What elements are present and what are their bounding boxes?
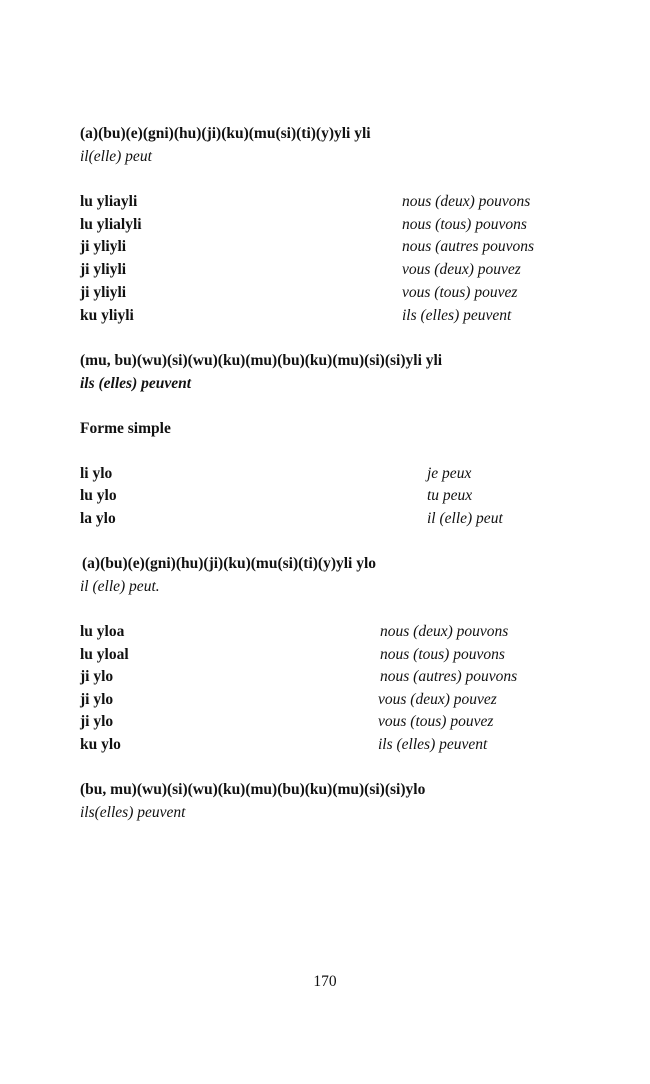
page-number: 170 <box>313 973 337 990</box>
form-text: lu yloa <box>80 623 125 640</box>
conjugation-row <box>80 215 580 237</box>
translation-text: tu peux <box>427 487 473 504</box>
conjugation-row <box>80 645 580 667</box>
conjugation-row <box>80 192 580 214</box>
section-gloss: il(elle) peut <box>80 148 152 165</box>
translation-text: nous (autres) pouvons <box>380 668 518 685</box>
section-gloss: ils(elles) peuvent <box>80 804 186 821</box>
form-text: ji ylo <box>80 691 114 708</box>
form-text: ji ylo <box>80 713 114 730</box>
section-heading: (a)(bu)(e)(gni)(hu)(ji)(ku)(mu(si)(ti)(y)yli yli <box>80 125 371 142</box>
section-heading: (a)(bu)(e)(gni)(hu)(ji)(ku)(mu(si)(ti)(y)yli ylo <box>82 555 377 572</box>
translation-text: je peux <box>427 465 472 482</box>
form-text: ku yliyli <box>80 307 134 324</box>
form-text: lu yloal <box>80 646 129 663</box>
translation-text: nous (deux) pouvons <box>380 623 509 640</box>
section-heading: (mu, bu)(wu)(si)(wu)(ku)(mu)(bu)(ku)(mu)(si)(si)yli yli <box>80 352 443 369</box>
form-text: ji yliyli <box>80 238 127 255</box>
translation-text: vous (tous) pouvez <box>378 713 494 730</box>
conjugation-row <box>80 486 580 508</box>
form-text: ku ylo <box>80 736 121 753</box>
translation-text: vous (tous) pouvez <box>402 284 518 301</box>
conjugation-row <box>80 712 580 734</box>
form-text: li ylo <box>80 465 113 482</box>
translation-text: nous (tous) pouvons <box>402 216 527 233</box>
translation-text: nous (deux) pouvons <box>402 193 531 210</box>
section-heading: (bu, mu)(wu)(si)(wu)(ku)(mu)(bu)(ku)(mu)(si)(si)ylo <box>80 781 426 798</box>
form-text: la ylo <box>80 510 116 527</box>
translation-text: ils (elles) peuvent <box>402 307 512 324</box>
conjugation-row <box>80 237 580 259</box>
conjugation-row <box>80 464 580 486</box>
conjugation-row <box>80 306 580 328</box>
form-text: lu ylo <box>80 487 117 504</box>
section-gloss: ils (elles) peuvent <box>80 375 192 392</box>
conjugation-row <box>80 509 580 531</box>
conjugation-row <box>80 690 580 712</box>
conjugation-row <box>80 260 580 282</box>
conjugation-row <box>80 283 580 305</box>
section-heading: Forme simple <box>80 420 171 437</box>
form-text: ji yliyli <box>80 284 127 301</box>
translation-text: nous (autres pouvons <box>402 238 535 255</box>
translation-text: ils (elles) peuvent <box>378 736 488 753</box>
translation-text: vous (deux) pouvez <box>378 691 497 708</box>
form-text: lu yliayli <box>80 193 138 210</box>
form-text: ji yliyli <box>80 261 127 278</box>
translation-text: nous (tous) pouvons <box>380 646 505 663</box>
form-text: lu ylialyli <box>80 216 142 233</box>
conjugation-row <box>80 667 580 689</box>
conjugation-row <box>80 735 580 757</box>
section-gloss: il (elle) peut. <box>80 578 160 595</box>
form-text: ji ylo <box>80 668 114 685</box>
translation-text: il (elle) peut <box>427 510 503 527</box>
translation-text: vous (deux) pouvez <box>402 261 521 278</box>
conjugation-row <box>80 622 580 644</box>
